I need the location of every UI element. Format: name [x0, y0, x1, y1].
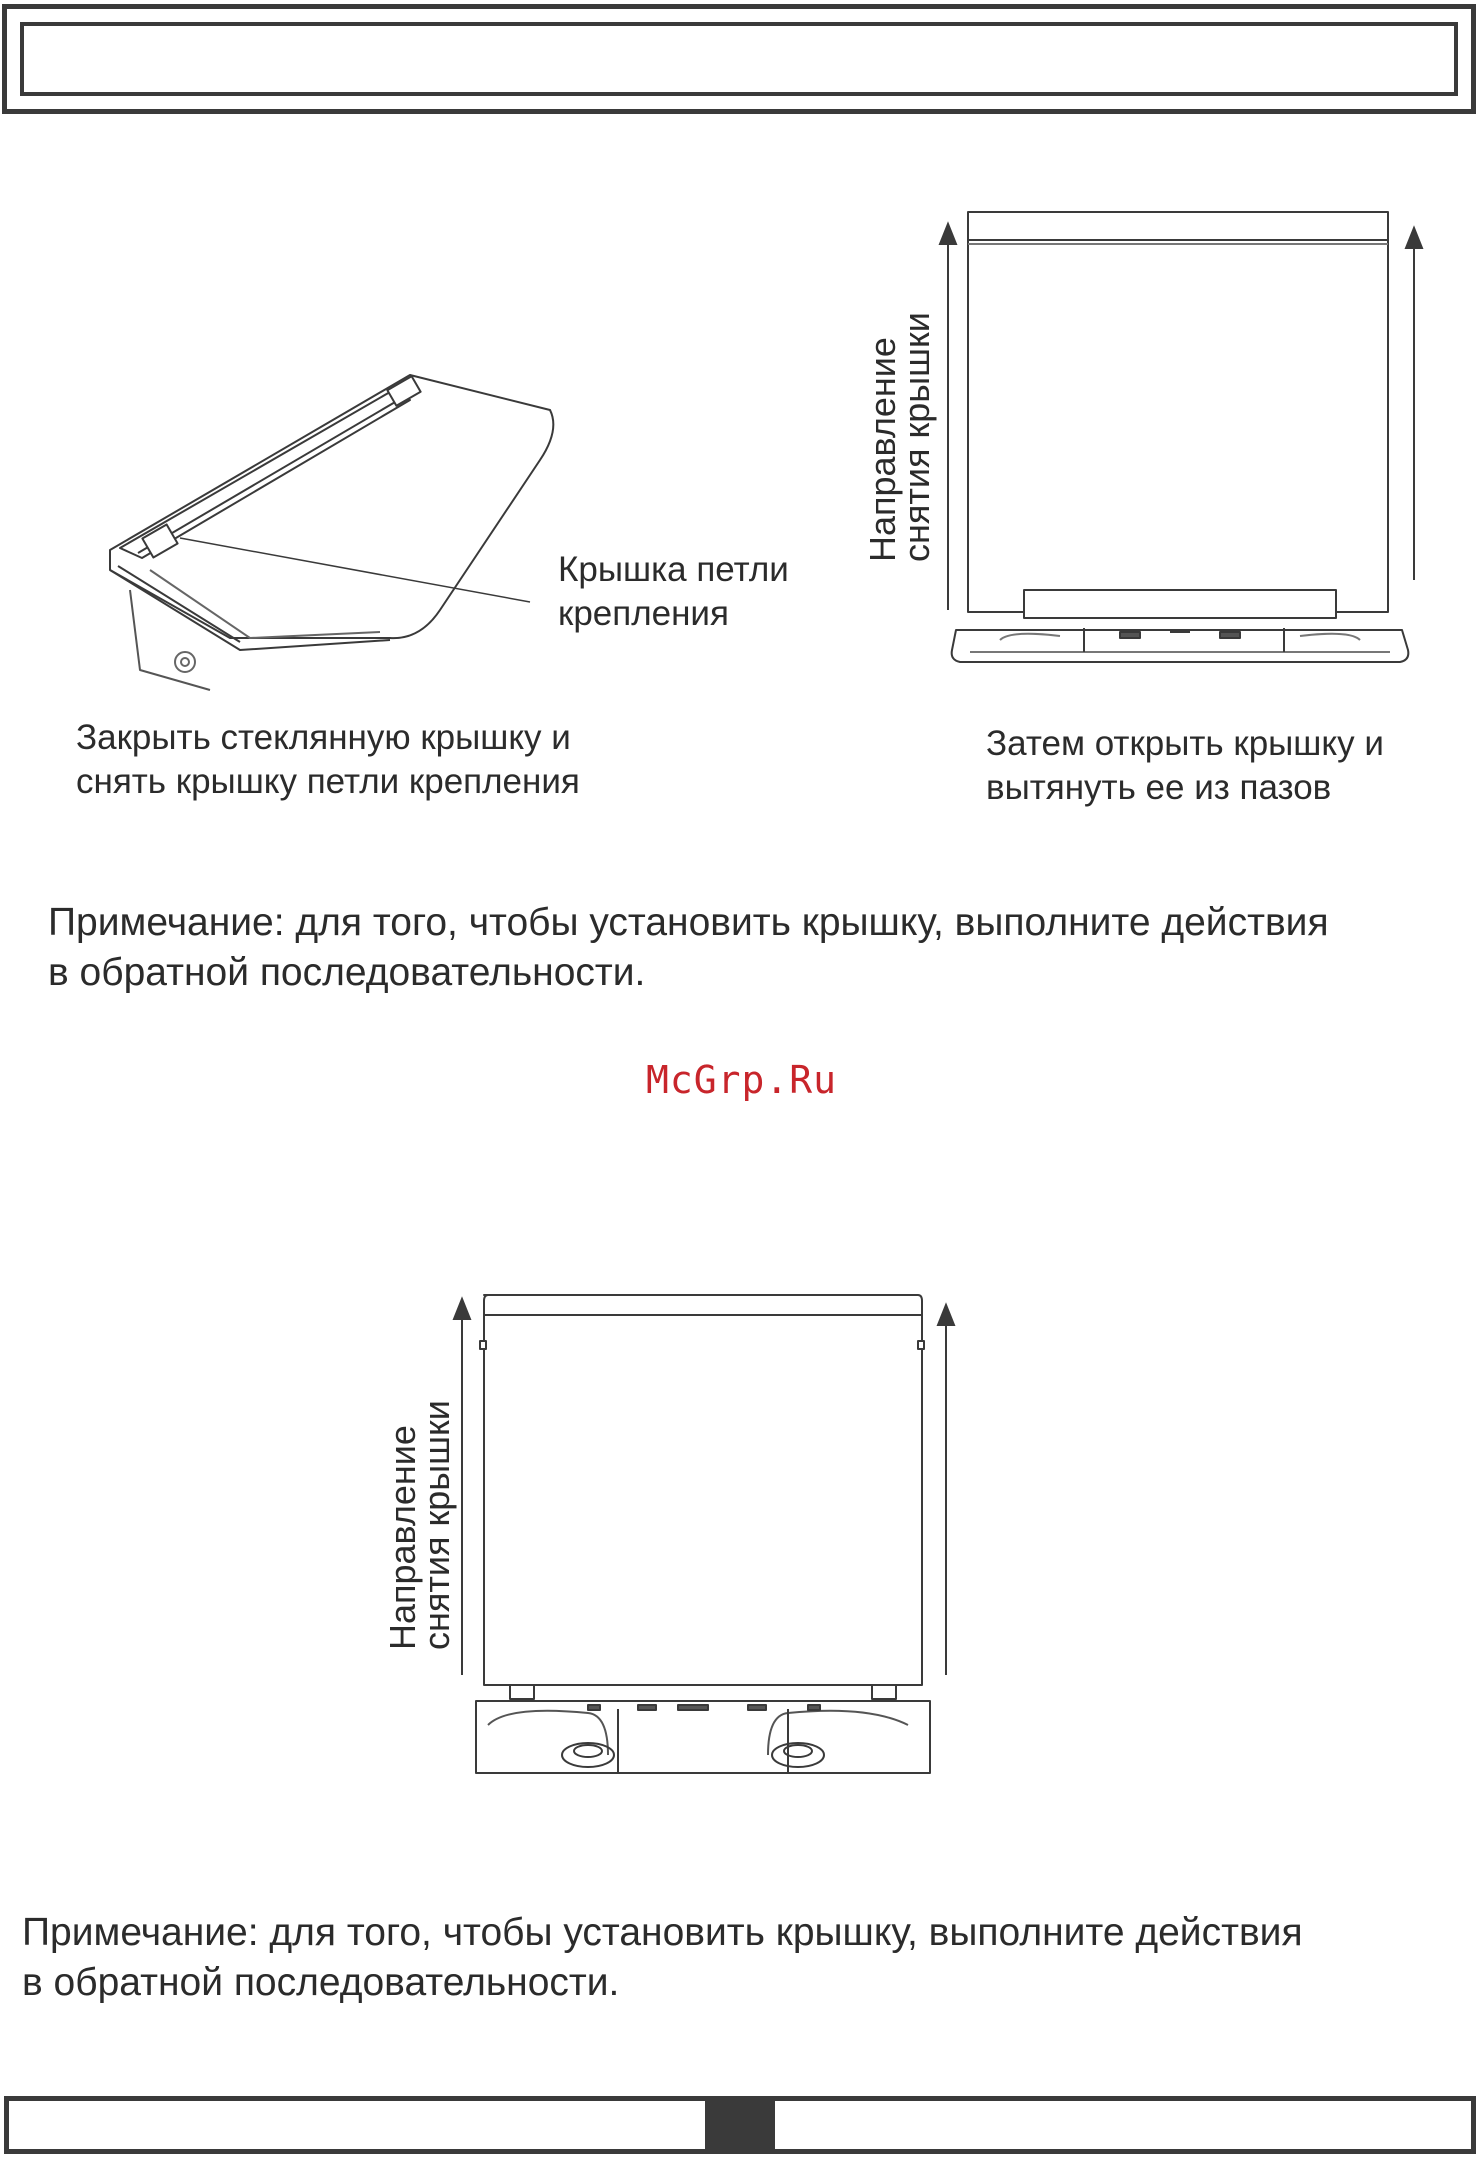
- figure1-caption-line1: Закрыть стеклянную крышку и: [76, 718, 571, 757]
- figure2-caption-line2: вытянуть ее из пазов: [986, 768, 1332, 807]
- figure2-direction-line2: снятия крышки: [896, 312, 937, 562]
- hinge-cover-label-line2: крепления: [558, 594, 729, 633]
- footer-right-bar: [770, 2096, 1476, 2154]
- figure2-caption-line1: Затем открыть крышку и: [986, 724, 1384, 763]
- note-1-line1: Примечание: для того, чтобы установить крышку, выполните действия: [48, 901, 1329, 944]
- figure3-direction-line1: Направление: [382, 1425, 423, 1650]
- figure-closed-lid-illustration: [90, 370, 570, 690]
- figure-lid-on-stove-illustration: [448, 1285, 968, 1805]
- page-header-inner: [20, 22, 1458, 96]
- figure-open-lid-illustration: [940, 200, 1420, 670]
- note-2-line1: Примечание: для того, чтобы установить крышку, выполните действия: [22, 1911, 1303, 1954]
- note-2-line2: в обратной последовательности.: [22, 1961, 620, 2004]
- figure1-caption: [76, 716, 580, 804]
- figure2-direction-label: [862, 312, 937, 562]
- page-header-frame: [2, 4, 1476, 114]
- watermark: McGrp.Ru: [646, 1058, 838, 1102]
- figure2-direction-line1: Направление: [862, 337, 903, 562]
- figure3-direction-label: [382, 1400, 457, 1650]
- note-2: [22, 1908, 1303, 2008]
- hinge-cover-label: [558, 548, 789, 636]
- figure2-caption: [986, 722, 1384, 810]
- figure1-caption-line2: снять крышку петли крепления: [76, 762, 580, 801]
- footer-left-bar: [4, 2096, 710, 2154]
- note-1: [48, 898, 1329, 998]
- note-1-line2: в обратной последовательности.: [48, 951, 646, 994]
- figure3-direction-line2: снятия крышки: [416, 1400, 457, 1650]
- footer-page-number: [710, 2096, 770, 2154]
- hinge-cover-label-line1: Крышка петли: [558, 550, 789, 589]
